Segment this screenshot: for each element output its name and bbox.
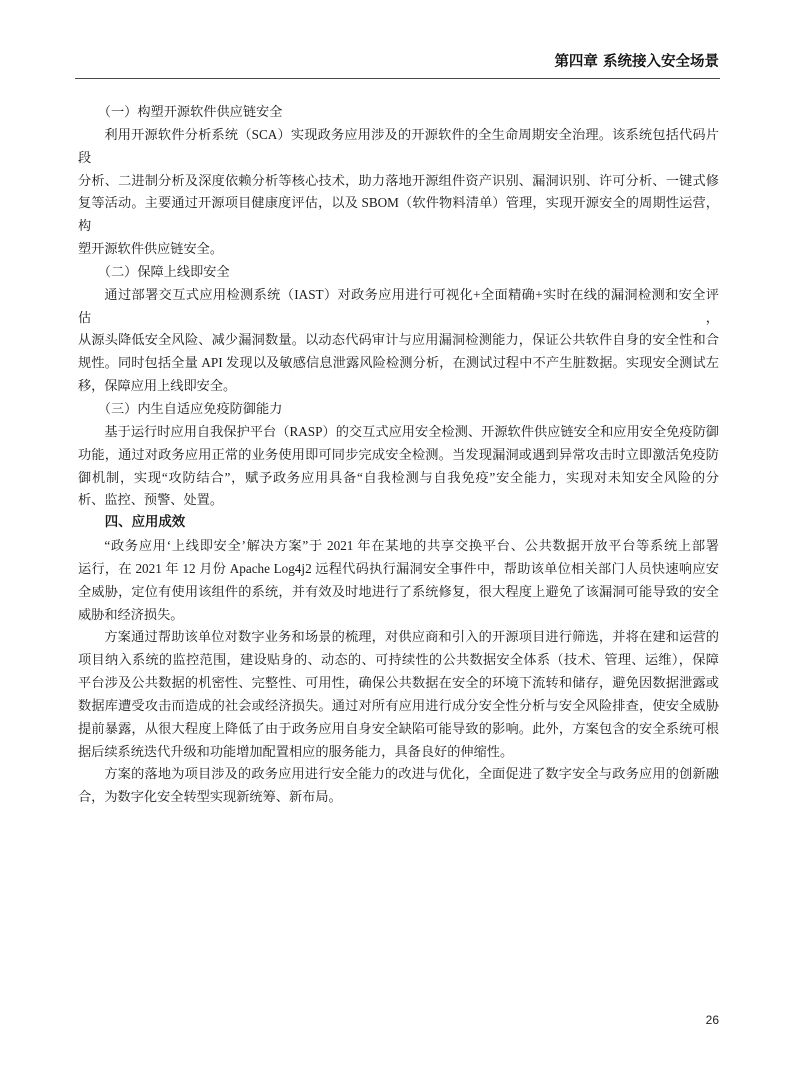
paragraph-line: 合，为数字化安全转型实现新统筹、新布局。 (78, 789, 342, 805)
paragraph (78, 626, 719, 763)
chapter-header-title: 第四章 系统接入安全场景 (554, 54, 719, 70)
paragraph-line: 功能，通过对政务应用正常的业务使用即可同步完成安全检测。当发现漏洞或遇到异常攻击时立即激活免疫防 (78, 446, 719, 462)
paragraph-line: 威胁和经济损失。 (78, 606, 184, 622)
section-heading: 四、应用成效 (104, 515, 186, 531)
paragraph-line: 基于运行时应用自我保护平台（RASP）的交互式应用安全检测、开源软件供应链安全和应用安全免疫防御 (104, 423, 719, 439)
paragraph-line: 平台涉及公共数据的机密性、完整性、可用性，确保公共数据在安全的环境下流转和储存，避免因数据泄露或 (78, 675, 719, 691)
subsection-heading: （一）构塑开源软件供应链安全 (97, 104, 283, 119)
paragraph-line: 方案通过帮助该单位对数字业务和场景的梳理，对供应商和引入的开源项目进行筛选，并将在建和运营的 (104, 629, 719, 645)
paragraph-line: 利用开源软件分析系统（SCA）实现政务应用涉及的开源软件的全生命周期安全治理。该系统包括代码片段 (78, 126, 719, 165)
paragraph-line: 方案的落地为项目涉及的政务应用进行安全能力的改进与优化，全面促进了数字安全与政务应用的创新融 (104, 766, 719, 782)
paragraph (78, 124, 719, 261)
header-divider (75, 78, 720, 79)
paragraph-line: 提前暴露，从很大程度上降低了由于政务应用自身安全缺陷可能导致的影响。此外，方案包含的安全系统可根 (78, 720, 719, 736)
paragraph-line: 塑开源软件供应链安全。 (78, 241, 224, 257)
paragraph-line: 据后续系统迭代升级和功能增加配置相应的服务能力，具备良好的伸缩性。 (78, 743, 514, 759)
paragraph-line: 运行，在 2021 年 12 月份 Apache Log4j2 远程代码执行漏洞安全事件中，帮助该单位相关部门人员快速响应安 (78, 560, 719, 576)
subsection-heading: （三）内生自适应免疫防御能力 (97, 400, 283, 416)
paragraph (78, 535, 719, 626)
paragraph-line: 御机制，实现“攻防结合”，赋予政务应用具备“自我检测与自我免疫”安全能力，实现对未知安全风险的分 (78, 469, 719, 485)
paragraph-line: 项目纳入系统的监控范围，建设贴身的、动态的、可持续性的公共数据安全体系（技术、管理、运维），保障 (78, 652, 719, 668)
paragraph-line: 析、监控、预警、处置。 (78, 492, 224, 508)
paragraph (78, 421, 719, 512)
paragraph-line: 分析、二进制分析及深度依赖分析等核心技术，助力落地开源组件资产识别、漏洞识别、许可分析、一键式修 (78, 172, 719, 188)
paragraph-line: 复等活动。主要通过开源项目健康度评估，以及 SBOM（软件物料清单）管理，实现开源安全的周期性运营，构 (78, 195, 719, 234)
paragraph-line: 规性。同时包括全量 API 发现以及敏感信息泄露风险检测分析，在测试过程中不产生脏数据。实现安全测试左 (78, 355, 719, 371)
paragraph-line: “政务应用‘上线即安全’解决方案”于 2021 年在某地的共享交换平台、公共数据开放平台等系统上部署 (104, 538, 719, 554)
paragraph-line: 从源头降低安全风险、减少漏洞数量。以动态代码审计与应用漏洞检测能力，保证公共软件自身的安全性和合 (78, 332, 719, 348)
subsection-heading: （二）保障上线即安全 (97, 263, 230, 279)
paragraph (78, 763, 719, 809)
paragraph-line: 数据库遭受攻击而造成的社会或经济损失。通过对所有应用进行成分安全性分析与安全风险排查，使安全威胁 (78, 697, 719, 713)
paragraph-line: 通过部署交互式应用检测系统（IAST）对政务应用进行可视化+全面精确+实时在线的漏洞检测和安全评估， (78, 286, 719, 325)
document-body (78, 101, 719, 809)
page-number: 26 (705, 1013, 719, 1027)
paragraph-line: 移，保障应用上线即安全。 (78, 378, 237, 394)
paragraph (78, 284, 719, 398)
paragraph-line: 全威胁，定位有使用该组件的系统，并有效及时地进行了系统修复，很大程度上避免了该漏洞可能导致的安全 (78, 583, 719, 599)
